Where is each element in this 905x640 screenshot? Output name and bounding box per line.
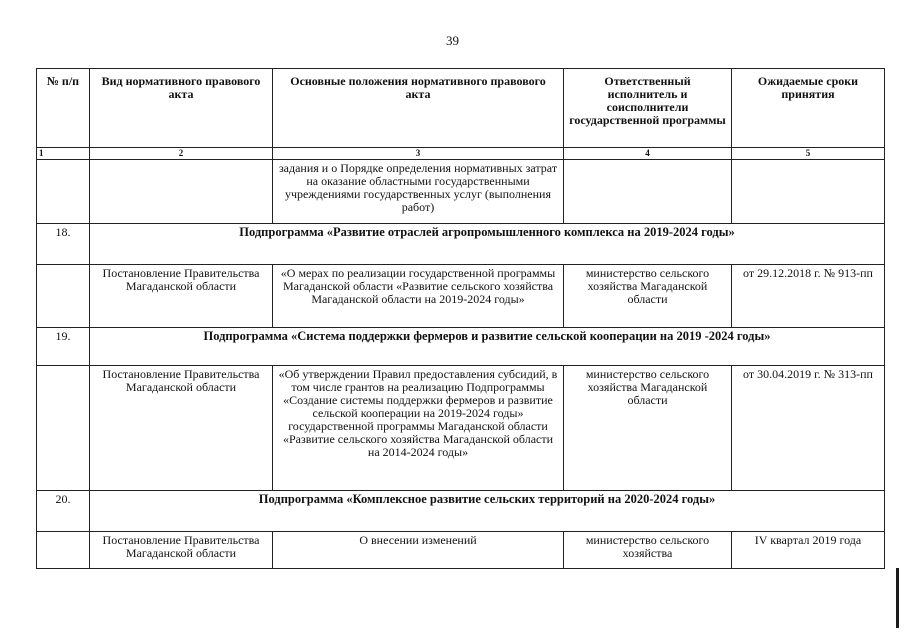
column-number: 2	[90, 148, 273, 160]
cell-provisions: О внесении изменений	[273, 532, 564, 569]
subprogram-title: Подпрограмма «Комплексное развитие сельских территорий на 2020-2024 годы»	[90, 491, 885, 532]
cell-deadline: IV квартал 2019 года	[732, 532, 885, 569]
cell-empty	[732, 160, 885, 224]
subprogram-row-19	[37, 328, 885, 366]
cell-executor: министерство сельского хозяйства Магаданской области	[564, 366, 732, 491]
cell-act-type: Постановление Правительства Магаданской области	[90, 366, 273, 491]
header-provisions: Основные положения нормативного правового акта	[273, 69, 564, 148]
table-row-act-19	[37, 366, 885, 491]
cell-empty	[564, 160, 732, 224]
cell-deadline: от 30.04.2019 г. № 313-пп	[732, 366, 885, 491]
subprogram-row-18	[37, 224, 885, 265]
subprogram-title: Подпрограмма «Система поддержки фермеров и развитие сельской кооперации на 2019 -2024 годы»	[90, 328, 885, 366]
column-number: 5	[732, 148, 885, 160]
column-number: 1	[37, 148, 90, 160]
table-row-continuation	[37, 160, 885, 224]
subprogram-row-20	[37, 491, 885, 532]
cell-deadline: от 29.12.2018 г. № 913-пп	[732, 265, 885, 328]
column-number: 3	[273, 148, 564, 160]
cell-act-type: Постановление Правительства Магаданской области	[90, 532, 273, 569]
header-act-type: Вид нормативного правового акта	[90, 69, 273, 148]
header-executor: Ответственный исполнитель и соисполнители государственной программы	[564, 69, 732, 148]
cell-index: 19.	[37, 328, 90, 366]
column-number-row	[37, 148, 885, 160]
cell-act-type: Постановление Правительства Магаданской области	[90, 265, 273, 328]
page-number: 39	[446, 33, 459, 48]
cell-index: 18.	[37, 224, 90, 265]
cell-empty	[37, 160, 90, 224]
cell-provisions: «Об утверждении Правил предоставления субсидий, в том числе грантов на реализацию Подпрограммы «Создание системы поддержки фермеров и развитие сельской кооперации на 2019-2024 годы» государственной программы Магаданской области «Развитие сельского хозяйства Магаданской области на 2014-2024 годы»	[273, 366, 564, 491]
scan-edge-mark	[896, 568, 899, 628]
cell-index: 20.	[37, 491, 90, 532]
table-row-act-20	[37, 532, 885, 569]
header-deadline: Ожидаемые сроки принятия	[732, 69, 885, 148]
cell-executor: министерство сельского хозяйства	[564, 532, 732, 569]
regulatory-acts-table	[36, 68, 885, 569]
cell-provisions: задания и о Порядке определения нормативных затрат на оказание областными государственными учреждениями государственных услуг (выполнения работ)	[273, 160, 564, 224]
cell-empty	[90, 160, 273, 224]
cell-empty	[37, 366, 90, 491]
column-number: 4	[564, 148, 732, 160]
cell-executor: министерство сельского хозяйства Магаданской области	[564, 265, 732, 328]
table-header-row	[37, 69, 885, 148]
cell-empty	[37, 532, 90, 569]
table-row-act-18	[37, 265, 885, 328]
subprogram-title: Подпрограмма «Развитие отраслей агропромышленного комплекса на 2019-2024 годы»	[90, 224, 885, 265]
cell-empty	[37, 265, 90, 328]
header-number: № п/п	[37, 69, 90, 148]
cell-provisions: «О мерах по реализации государственной программы Магаданской области «Развитие сельского хозяйства Магаданской области на 2019-2024 годы»	[273, 265, 564, 328]
